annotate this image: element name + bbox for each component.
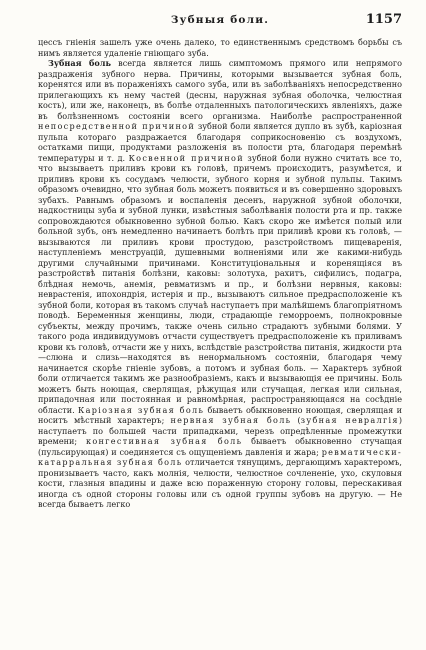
term-indirect-cause: Косвенной причиной [128, 152, 244, 163]
text-segment: зубной боли нужно считать все то, что вызываетъ приливъ крови къ головѣ, причемъ происходитъ, разумѣется, и приливъ крови къ сосудамъ челюсти, зубного корня и зубной пульпы. Такимъ образомъ очевидно, что зубная боль можетъ появиться и въ совершенно здоровыхъ зубахъ. Равнымъ образомъ и воспаленія десенъ, наружной зубной оболочки, надкостницы зуба и зубной лунки, извѣстныя заболѣванія полости рта и пр. также сопровождаются обыкновенно зубной болью. Какъ скоро же имѣется полый или больной зубъ, онъ немедленно начинаетъ болѣть при приливѣ крови къ головѣ, — вызываются ли приливъ крови простудою, разстройствомъ пищеваренія, наступленіемъ менструацій, душевными волненіями или же какими-нибудь другими случайными причинами. Конституціональныя и коренящіяся въ разстройствѣ питанія болѣзни, каковы: золотуха, рахитъ, сифилисъ, подагра, блѣдная немочь, анемія, ревматизмъ и пр., и болѣзни нервныя, каковы: неврастенія, ипохондрія, истерія и пр., вызываютъ сильное предрасположеніе къ зубной боли, которая въ такомъ случаѣ наступаетъ при малѣйшемъ благопріятномъ поводѣ. Беременныя женщины, люди, страдающіе геморроемъ, полнокровные субъекты, между прочимъ, также очень сильно страдаютъ зубными болями. У такого рода индивидуумовъ отчасти существуетъ предрасположеніе къ приливамъ крови къ головѣ, отчасти же у нихъ, вслѣдствіе разстройства питанія, жидкости рта—слюна и слизь—находятся въ ненормальномъ состояніи, благодаря чему начинается скорѣе гніеніе зубовъ, а потомъ и зубная боль. — Характеръ зубной боли отличается такимъ же разнообразіемъ, какъ и вызывающія ее причины. Боль можетъ быть ноющая, сверлящая, рѣжущая или стучащая, легкая или сильная, припадочная или постоянная и равномѣрная, распространяющаяся на сосѣдніе области. [38, 152, 402, 415]
text-segment: ( [291, 415, 301, 425]
term-neuralgia: зубная невралгія [300, 415, 399, 425]
text-segment: ) наступаетъ по большей части припадками, черезъ опредѣленные промежутки времени; [38, 415, 402, 446]
page-number: 1157 [365, 12, 402, 27]
text-segment: зубной боли является дупло въ зубѣ, каріозная пульпа котораго раздражается благодаря соприкосновенію съ воздухомъ, остатками пищи, продуктами разложенія въ полости рта, благодаря перемѣнѣ температуры и т. д. [38, 121, 402, 163]
paragraph-toothache [38, 58, 402, 510]
text-segment: всегда является лишь симптомомъ прямого или непрямого раздраженія зубного нерва. Причины, которыми вызывается зубная боль, коренятся или въ пораженіяхъ самого зуба, или въ заболѣваніяхъ непосредственно прилегающихъ къ нему частей (десны, наружная зубная оболочка, челюстная кость), или же, наконецъ, въ болѣе отдаленныхъ патологическихъ явленіяхъ, даже въ болѣзненномъ состояніи всего организма. Наиболѣе распространенной [38, 58, 402, 121]
term-carious-pain: Каріозная зубная боль [78, 404, 205, 415]
term-nervous-pain: нервная зубная боль [170, 415, 292, 425]
paragraph-continuation: цессъ гніенія зашелъ уже очень далеко, то единственнымъ средствомъ борьбы съ нимъ является удаленіе гніющаго зуба. [38, 37, 402, 58]
term-congestive-pain: конгестивная зубная боль [86, 436, 243, 446]
page-header [38, 12, 402, 34]
term-direct-cause: непосредственной причиной [38, 121, 196, 131]
text-segment: бываетъ обыкновенно ноющая, сверлящая и носитъ мѣстный характеръ; [38, 404, 402, 425]
body-text [38, 37, 402, 510]
term-rheumatic-pain: ревматически-катарральная зубная боль [38, 446, 402, 467]
term-toothache: Зубная боль [48, 58, 111, 68]
text-segment: отличается тянущимъ, дергающимъ характеромъ, пронизываетъ часто, какъ молнія, челюсти, челюстное сочлененіе, ухо, скуловыя кости, глазныя впадины и даже всю пораженную сторону головы, перескакивая иногда съ одной стороны головы или съ одной группы зубовъ на другую. — Не всегда бываетъ легко [38, 457, 402, 509]
running-title: Зубныя боли. [170, 14, 270, 26]
text-segment: бываетъ обыкновенно стучащая (пульсирующая) и соединяется съ ощущеніемъ давленія и жара; [38, 436, 402, 457]
